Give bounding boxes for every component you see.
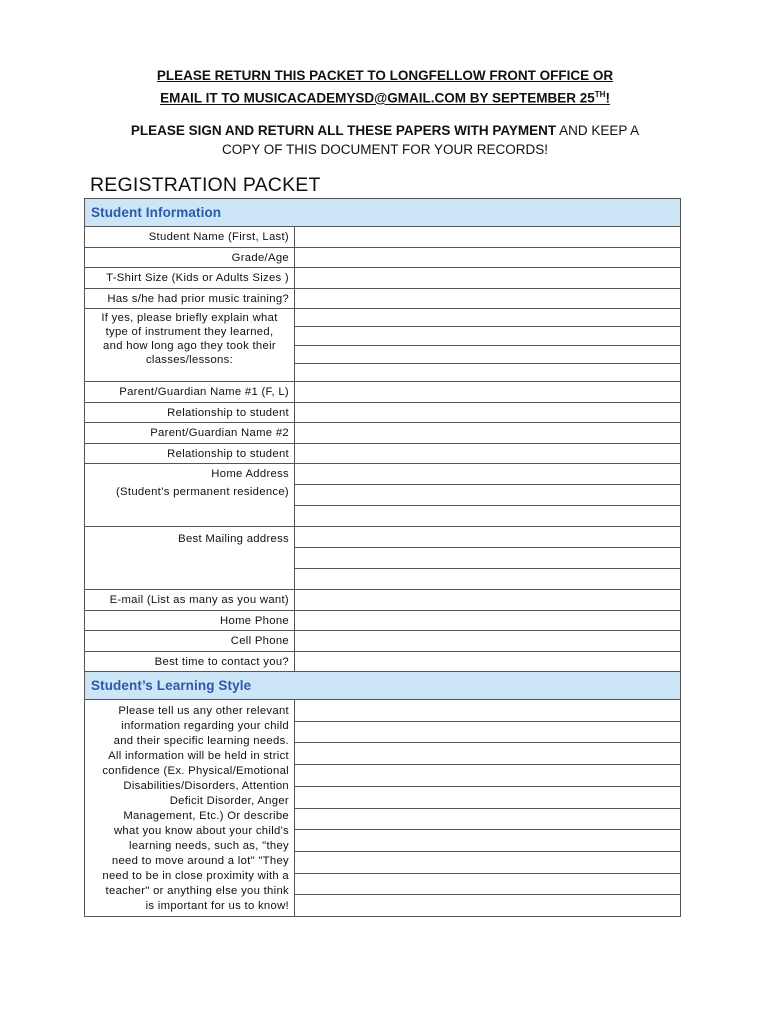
heading-line-2: EMAIL IT TO MUSICACADEMYSD@GMAIL.COM BY SEPTEMBER 25TH! [160, 90, 610, 106]
row-student-name [85, 227, 681, 248]
field-label: If yes, please briefly explain what type of instrument they learned, and how long ago they took their classes/lessons: [85, 309, 295, 382]
return-instructions-heading [60, 66, 710, 108]
row-parent-1 [85, 382, 681, 403]
row-grade-age [85, 248, 681, 268]
field-label: Student Name (First, Last) [85, 227, 295, 248]
field-label: Best time to contact you? [85, 652, 295, 672]
email-field[interactable] [295, 590, 681, 611]
field-label: Relationship to student [85, 444, 295, 464]
heading-superscript: TH [594, 90, 606, 99]
field-label: Best Mailing address [85, 527, 295, 590]
field-label: Parent/Guardian Name #2 [85, 423, 295, 444]
row-tshirt-size [85, 268, 681, 289]
section-student-information [85, 199, 681, 227]
best-time-field[interactable] [295, 652, 681, 672]
tshirt-size-field[interactable] [295, 268, 681, 289]
page-title: REGISTRATION PACKET [90, 174, 321, 196]
field-label: Relationship to student [85, 403, 295, 423]
home-phone-field[interactable] [295, 611, 681, 631]
row-relationship-2 [85, 444, 681, 464]
field-label: Has s/he had prior music training? [85, 289, 295, 309]
instruction-line-1: PLEASE SIGN AND RETURN ALL THESE PAPERS WITH PAYMENT AND KEEP A [130, 123, 640, 138]
student-name-field[interactable] [295, 227, 681, 248]
row-learning-needs [85, 700, 681, 917]
parent-1-name-field[interactable] [295, 382, 681, 403]
row-email [85, 590, 681, 611]
sign-return-instruction [70, 121, 700, 159]
field-label: Please tell us any other relevant information regarding your child and their specific learning needs. All information will be held in strict confidence (Ex. Physical/Emotional Disabilities/Disorders, Attention Deficit Disorder, Anger Management, Etc.) Or describe what you know about your child's learning needs, such as, "they need to move around a lot" "They need to be in close proximity with a teacher" or anything else you think is important for us to know! [85, 700, 295, 917]
registration-form [84, 198, 681, 917]
field-label: Home Phone [85, 611, 295, 631]
relationship-2-field[interactable] [295, 444, 681, 464]
learning-needs-field[interactable] [295, 700, 681, 917]
row-parent-2 [85, 423, 681, 444]
instruction-line-2: COPY OF THIS DOCUMENT FOR YOUR RECORDS! [221, 142, 549, 157]
prior-training-field[interactable] [295, 289, 681, 309]
field-label: Parent/Guardian Name #1 (F, L) [85, 382, 295, 403]
cell-phone-field[interactable] [295, 631, 681, 652]
row-best-time [85, 652, 681, 672]
field-label: Grade/Age [85, 248, 295, 268]
training-details-field[interactable] [295, 309, 681, 382]
parent-2-name-field[interactable] [295, 423, 681, 444]
field-label: Cell Phone [85, 631, 295, 652]
row-home-address [85, 464, 681, 527]
row-training-details [85, 309, 681, 382]
field-label: E-mail (List as many as you want) [85, 590, 295, 611]
row-home-phone [85, 611, 681, 631]
grade-age-field[interactable] [295, 248, 681, 268]
relationship-1-field[interactable] [295, 403, 681, 423]
field-label: Home Address (Student’s permanent residence) [85, 464, 295, 527]
field-label: T-Shirt Size (Kids or Adults Sizes ) [85, 268, 295, 289]
heading-line-1: PLEASE RETURN THIS PACKET TO LONGFELLOW FRONT OFFICE OR [156, 68, 614, 83]
row-mailing-address [85, 527, 681, 590]
row-cell-phone [85, 631, 681, 652]
section-header: Student’s Learning Style [85, 672, 681, 700]
section-learning-style [85, 672, 681, 700]
section-header: Student Information [85, 199, 681, 227]
home-address-field[interactable] [295, 464, 681, 527]
mailing-address-field[interactable] [295, 527, 681, 590]
row-relationship-1 [85, 403, 681, 423]
row-prior-training [85, 289, 681, 309]
